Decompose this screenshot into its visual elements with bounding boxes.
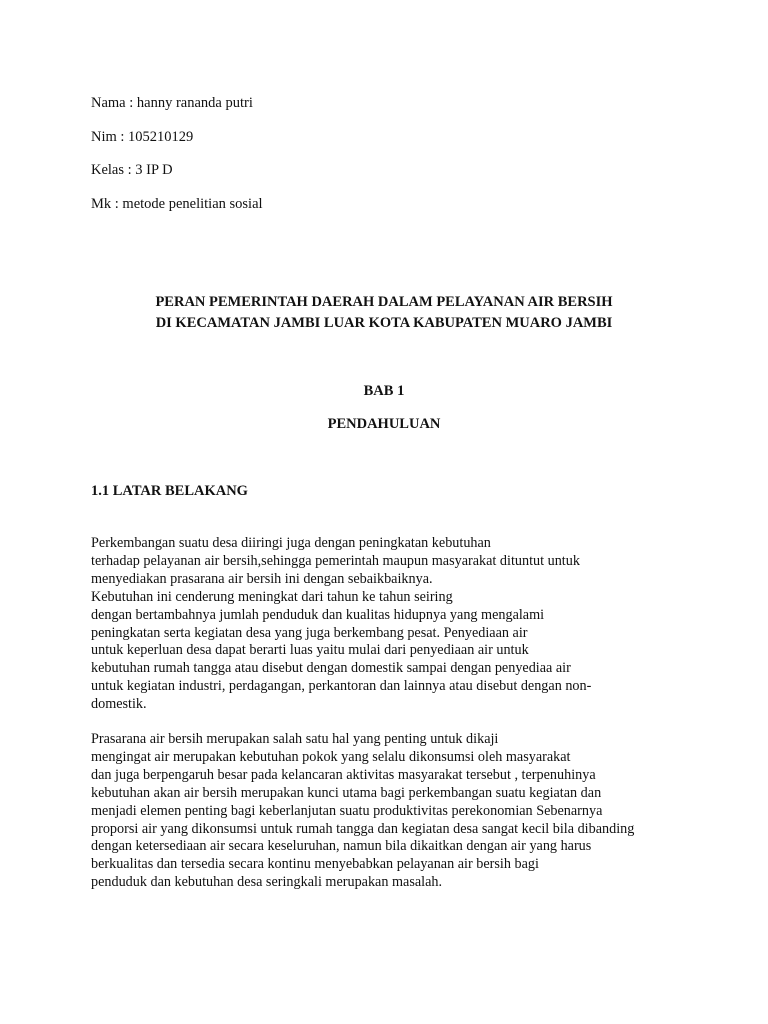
paragraph-line: berkualitas dan tersedia secara kontinu menyebabkan pelayanan air bersih bagi [91,856,539,873]
paragraph-line: dan juga berpengaruh besar pada kelancaran aktivitas masyarakat tersebut , terpenuhinya [91,766,596,783]
paragraph-2 [91,731,691,892]
chapter-number: BAB 1 [363,383,405,399]
paragraph-line: untuk keperluan desa dapat berarti luas yaitu mulai dari penyediaan air untuk [91,642,529,659]
student-nim: Nim : 105210129 [91,129,194,145]
paragraph-line: untuk kegiatan industri, perdagangan, perkantoran dan lainnya atau disebut dengan non- [91,678,592,695]
paragraph-line: dengan bertambahnya jumlah penduduk dan kualitas hidupnya yang mengalami [91,606,545,623]
paragraph-line: Perkembangan suatu desa diiringi juga dengan peningkatan kebutuhan [91,535,491,551]
paragraph-line: peningkatan serta kegiatan desa yang juga berkembang pesat. Penyediaan air [91,624,528,641]
paragraph-line: kebutuhan akan air bersih merupakan kunci utama bagi perkembangan suatu kegiatan dan [91,784,602,801]
chapter-title: PENDAHULUAN [327,416,441,432]
course-name: Mk : metode penelitian sosial [91,196,263,212]
paragraph-line: Prasarana air bersih merupakan salah satu hal yang penting untuk dikaji [91,731,499,747]
paragraph-line: penduduk dan kebutuhan desa seringkali merupakan masalah. [91,874,443,891]
paragraph-line: dengan ketersediaan air secara keseluruhan, namun bila dikaitkan dengan air yang harus [91,838,592,855]
title-line-1: PERAN PEMERINTAH DAERAH DALAM PELAYANAN AIR BERSIH [155,294,613,310]
paragraph-line: menyediakan prasarana air bersih ini dengan sebaikbaiknya. [91,570,433,587]
document-title [0,292,768,334]
student-name: Nama : hanny rananda putri [91,95,253,111]
paragraph-1 [91,535,691,714]
paragraph-line: domestik. [91,696,147,713]
paragraph-line: menjadi elemen penting bagi keberlanjutan suatu produktivitas perekonomian Sebenarnya [91,802,603,819]
paragraph-line: proporsi air yang dikonsumsi untuk rumah tangga dan kegiatan desa sangat kecil bila dibanding [91,820,635,837]
paragraph-line: terhadap pelayanan air bersih,sehingga pemerintah maupun masyarakat dituntut untuk [91,552,580,569]
student-class: Kelas : 3 IP D [91,162,173,178]
paragraph-line: kebutuhan rumah tangga atau disebut dengan domestik sampai dengan penyediaa air [91,660,571,677]
section-heading: 1.1 LATAR BELAKANG [91,483,248,499]
paragraph-line: mengingat air merupakan kebutuhan pokok yang selalu dikonsumsi oleh masyarakat [91,748,571,765]
title-line-2: DI KECAMATAN JAMBI LUAR KOTA KABUPATEN MUARO JAMBI [155,315,613,331]
paragraph-line: Kebutuhan ini cenderung meningkat dari tahun ke tahun seiring [91,588,453,605]
